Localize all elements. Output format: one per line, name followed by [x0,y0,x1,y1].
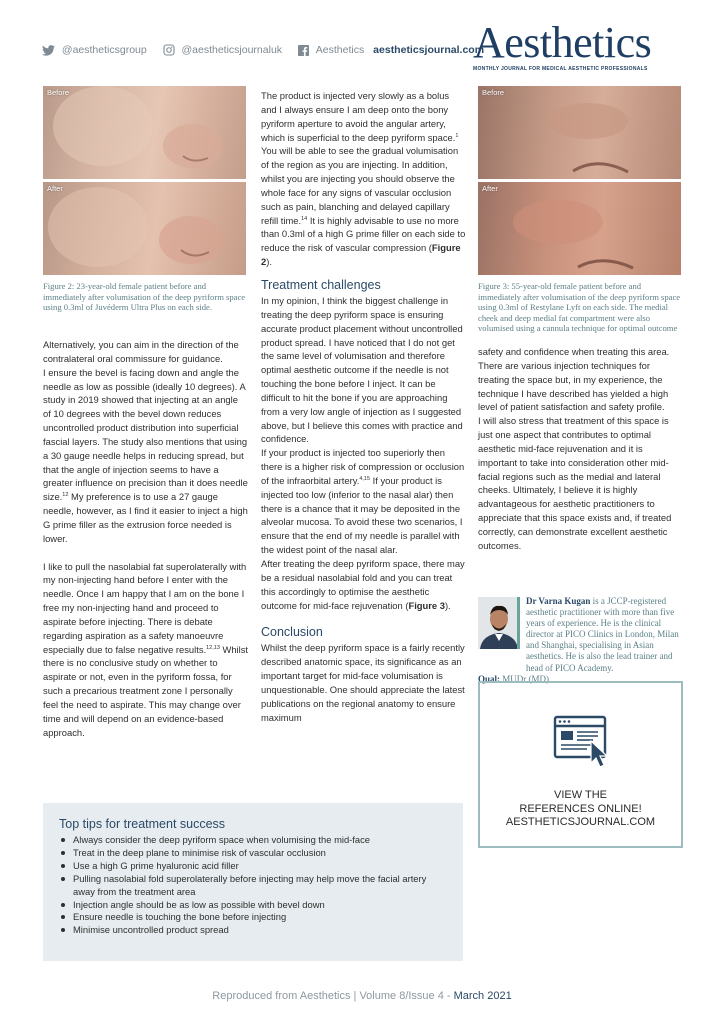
col2-paragraph-3: If your product is injected too superiorly then there is a higher risk of compression or occlusion of the infraorbital artery.$^{4,15}$ If your product is injected too low (inferior to the nasal alar) then there is a chance that it may be deposited in the alveolar mucosa. To avoid these two scenarios, I ensure that the end of my needle is parallel with the widest point of the nasal alar. [261,447,465,556]
social-header [42,44,484,56]
logo-wordmark: Aesthetics [473,18,652,67]
figure3-after-photo [478,182,681,275]
website-link[interactable]: aestheticsjournal.com [373,44,485,57]
instagram-handle[interactable]: @aestheticsjournaluk [181,44,283,57]
list-item: Injection angle should be as low as possible with bevel down [59,899,447,912]
heading-conclusion: Conclusion [261,625,323,640]
author-bio [478,596,683,685]
list-item: Always consider the deep pyriform space when volumising the mid-face [59,834,447,847]
figure3-after-face-shape [478,182,681,275]
references-line-1: VIEW THE [554,789,607,801]
col1-paragraph-1: Alternatively, you can aim in the direction of the contralateral oral commissure for guidance. [43,339,239,364]
col1-paragraph-3: I like to pull the nasolabial fat superolaterally with my non-injecting hand before I enter with the needle. Once I am happy that I am on the bone I free my non-injecting hand and proceed to aspirate before injecting. There is debate regarding aspiration as a safety manoeuvre especially due to false negative results.$^{12,13}$ Whilst there is no conclusive study on whether to aspirate or not, even in the pyriform fossa, for such a precarious treatment zone I personally feel the need to aspirate. This may change over time and will depend on an evidence-based approach. [43,560,249,738]
figure3-before-label: Before [482,88,505,97]
footer-text: Reproduced from Aesthetics | Volume 8/Issue 4 - [212,990,454,1002]
figure2-before-label: Before [47,88,70,97]
column-3 [478,345,683,553]
list-item: Use a high G prime hyaluronic acid filler [59,860,447,873]
col2-paragraph-2: In my opinion, I think the biggest challenge in treating the deep pyriform space is ensuring accurate product placement without uncontrolled product spread. I have noticed that I do not get the same level of volumisation and therefore optimal aesthetic outcome if the needle is not touching the bone before I inject. It can be difficult to hit the bone if you are approaching from a very low angle of injection as I suggested above, but I believe this comes with practice and confidence. [261,294,463,445]
twitter-handle[interactable]: @aestheticsgroup [61,44,147,57]
figure2-after-label: After [47,184,63,193]
heading-treatment-challenges: Treatment challenges [261,277,381,292]
col3-paragraph-2: I will also stress that treatment of this space is just one aspect that contributes to optimal aesthetic mid-face rejuvenation and it is important to take into consideration other mid-facial regions such as the medial and lateral cheeks. Ultimately, I believe it is highly advantageous for aesthetic practitioners to appreciate that this space exists and, if treated correctly, can demonstrate excellent aesthetic outcomes. [478,415,672,551]
author-qual-value: MUDr (MD) [500,673,550,684]
figure3-after-label: After [482,184,498,193]
list-item: Treat in the deep plane to minimise risk of vascular occlusion [59,847,447,860]
col1-paragraph-2: I ensure the bevel is facing down and angle the needle as low as possible (ideally 10 degrees). A study in 2019 showed that injecting at an angle of 10 degrees with the bevel down reduces uncontrolled product distribution into superficial fascial layers. The study also mentions that using a 30 gauge needle helps in reducing spread, but that the angle of injection seems to have a greater influence on precision than it does needle size.$^{12}$ My preference is to use a 27 gauge needle, however, as I find it easier to inject a high G prime filler as the extrusion force needed is lower. [43,366,248,544]
top-tips-list [59,834,447,937]
browser-click-icon [553,713,615,769]
list-item: Pulling nasolabial fold superolaterally before injecting may help move the facial artery away from the treatment area [59,873,447,899]
figure2-before-photo [43,86,246,179]
column-1 [43,338,248,739]
list-item: Ensure needle is touching the bone before injecting [59,911,447,924]
col2-paragraph-5: Whilst the deep pyriform space is a fairly recently described anatomic space, its significance as an important target for mid-face volumisation is unquestionable. One should appreciate the latest publications on the regional anatomy to ensure maximum [261,642,465,723]
facebook-handle[interactable]: Aesthetics [315,44,365,57]
references-line-2: REFERENCES ONLINE! [519,802,642,815]
author-name: Dr Varna Kugan [526,596,591,606]
instagram-icon[interactable] [163,44,175,56]
references-text[interactable] [480,789,681,830]
figure2-caption: Figure 2: 23-year-old female patient before and immediately after volumisation of the deep pyriform space using 0.3ml of Juvéderm Ultra Plus on each side. [43,281,246,312]
references-box[interactable] [478,681,683,848]
author-description: is a JCCP-registered aesthetic practitioner with more than five years of experience. He is the clinical director at PICO Clinics in London, Milan and Shanghai, specialising in Asian aesthetics. He is also the lead trainer and head of PICO Academy. [526,596,679,673]
figure2-reference: Figure 2 [261,242,461,268]
column-2 [261,89,466,724]
figure3-caption: Figure 3: 55-year-old female patient before and immediately after volumisation of the deep pyriform space using 0.3ml of Restylane Lyft on each side. The medial cheek and deep medial fat compartment were also volumised using a cannula technique for optimal outcome [478,281,681,333]
list-item: Minimise uncontrolled product spread [59,924,447,937]
figure2-after-nose-shape [43,182,246,275]
col2-paragraph-4: After treating the deep pyriform space, there may be a residual nasolabial fold and you can treat this accordingly to optimise the aesthetic outcome for mid-face rejuvenation (Figure 3). [261,558,465,611]
logo-tagline: MONTHLY JOURNAL FOR MEDICAL AESTHETIC PROFESSIONALS [473,66,648,72]
col3-paragraph-1: safety and confidence when treating this area. There are various injection techniques for treating the space but, in my experience, the technique I have described has yielded a high level of patient satisfaction and safety profile. [478,346,670,413]
figure2-after-photo [43,182,246,275]
top-tips-title: Top tips for treatment success [59,817,226,831]
twitter-icon[interactable] [42,45,55,56]
top-tips-box [43,803,463,961]
figure3-reference: Figure 3 [408,599,445,611]
figure3-before-face-shape [478,86,681,179]
figure3-before-photo [478,86,681,179]
figure2-before-nose-shape [43,86,246,179]
aesthetics-logo [473,18,683,72]
page-footer [0,990,724,1002]
col2-paragraph-1: The product is injected very slowly as a bolus and I always ensure I am deep onto the bony pyriform aperture to avoid the angular artery, which is superficial to the deep pyriform space.$^1$ You will be able to see the gradual volumisation of the region as you are injecting. In addition, whilst you are injecting you should observe the whole face for any signs of vascular occlusion such as pain, blanching and delayed capillary refill time.$^{14}$ It is highly advisable to use no more than 0.3ml of a high G prime filler on each side to reduce the risk of vascular compression (Figure 2). [261,90,466,268]
author-qual-label: Qual: [478,673,501,684]
references-line-3: AESTHETICSJOURNAL.COM [505,816,656,828]
facebook-icon[interactable] [298,45,309,56]
footer-date: March 2021 [453,990,512,1002]
